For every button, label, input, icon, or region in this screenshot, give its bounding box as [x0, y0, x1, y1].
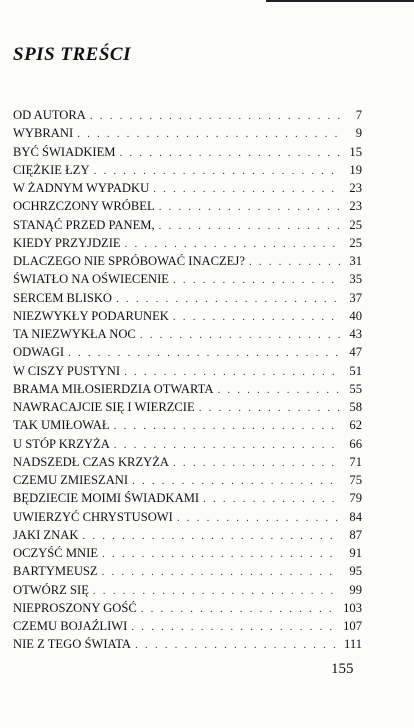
toc-entry-page: 25: [349, 235, 362, 250]
dot-leader: [199, 399, 340, 417]
dot-leader: [94, 162, 340, 180]
toc-entry-title: UWIERZYĆ CHRYSTUSOWI: [13, 509, 173, 524]
toc-entry-page: 47: [349, 345, 362, 360]
toc-entry: [13, 252, 362, 270]
dot-leader: [173, 308, 340, 326]
dot-leader: [173, 454, 340, 472]
dot-leader: [124, 363, 340, 381]
dot-leader: [249, 253, 340, 271]
toc-entry-page: 66: [349, 436, 362, 451]
toc-entry: [13, 508, 362, 526]
toc-entry-title: ODWAGI: [13, 345, 65, 360]
toc-entry: [13, 307, 362, 325]
toc-entry: [13, 197, 362, 215]
toc-entry-page: 7: [355, 108, 362, 122]
dot-leader: [68, 344, 340, 362]
toc-entry-page: 43: [349, 327, 362, 341]
dot-leader: [177, 509, 340, 527]
dot-leader: [93, 582, 340, 600]
toc-entry-page: 35: [349, 272, 362, 287]
dot-leader: [159, 217, 340, 235]
toc-entry: [13, 562, 362, 580]
toc-entry-page: 79: [349, 491, 362, 506]
toc-entry-title: OD AUTORA: [13, 108, 86, 122]
dot-leader: [203, 490, 340, 508]
dot-leader: [114, 436, 340, 454]
toc-entry-page: 58: [349, 400, 362, 414]
toc-entry: [13, 143, 362, 161]
top-edge-rule: [266, 0, 414, 2]
toc-entry-title: BYĆ ŚWIADKIEM: [13, 144, 116, 159]
toc-entry-page: 15: [349, 144, 362, 159]
toc-entry: [13, 179, 362, 197]
toc-entry-title: NIEPROSZONY GOŚĆ: [13, 600, 137, 615]
toc-entry-page: 9: [355, 126, 362, 141]
toc-entry-title: NAWRACAJCIE SIĘ I WIERZCIE: [13, 400, 195, 414]
toc-entry-page: 99: [349, 582, 362, 597]
toc-entry: [13, 489, 362, 507]
toc-entry: [13, 362, 362, 380]
dot-leader: [90, 107, 340, 125]
toc-entry-title: TA NIEZWYKŁA NOC: [13, 327, 136, 341]
toc-entry-title: WYBRANI: [13, 126, 74, 141]
toc-entry: [13, 343, 362, 361]
toc-entry-page: 75: [349, 473, 362, 487]
page-number: 155: [331, 661, 354, 677]
toc-entry-title: BRAMA MIŁOSIERDZIA OTWARTA: [13, 381, 214, 396]
dot-leader: [116, 290, 340, 308]
toc-entry: [13, 526, 362, 544]
toc-entry-page: 31: [349, 254, 362, 268]
toc-entry-title: BARTYMEUSZ: [13, 564, 98, 579]
toc-entry-title: DLACZEGO NIE SPRÓBOWAĆ INACZEJ?: [13, 254, 245, 268]
dot-leader: [153, 180, 340, 198]
toc-entry-title: OCHRZCZONY WRÓBEL: [13, 199, 155, 214]
toc-entry-page: 71: [349, 454, 362, 469]
toc-entry-title: SERCEM BLISKO: [13, 290, 113, 305]
toc-entry-page: 84: [349, 509, 362, 524]
toc-entry-page: 40: [349, 308, 362, 323]
toc-entry: [13, 416, 362, 434]
toc-entry-title: CIĘŻKIE ŁZY: [13, 162, 90, 177]
dot-leader: [131, 618, 339, 636]
toc-entry-page: 87: [349, 527, 362, 542]
toc-entry-page: 107: [343, 619, 362, 633]
dot-leader: [114, 417, 340, 435]
dot-leader: [173, 271, 340, 289]
toc-entry-title: STANĄĆ PRZED PANEM,: [13, 217, 155, 232]
toc-entry: [13, 161, 362, 179]
dot-leader: [102, 545, 340, 563]
toc-entry: [13, 289, 362, 307]
toc-entry-title: TAK UMIŁOWAŁ: [13, 418, 110, 433]
toc-entry: [13, 124, 362, 142]
toc-entry: [13, 617, 362, 635]
toc-entry-title: OCZYŚĆ MNIE: [13, 546, 99, 560]
dot-leader: [141, 600, 339, 618]
toc-entry-page: 51: [349, 363, 362, 378]
dot-leader: [132, 472, 340, 490]
toc-entry-page: 23: [349, 199, 362, 214]
toc-entry-title: CZEMU BOJAŹLIWI: [13, 619, 128, 633]
dot-leader: [102, 563, 340, 581]
toc-entry-page: 23: [349, 181, 362, 195]
toc-entry-page: 37: [349, 290, 362, 305]
toc-entry-page: 19: [349, 162, 362, 177]
toc-entry-page: 95: [349, 564, 362, 579]
toc-entry-title: ŚWIATŁO NA OŚWIECENIE: [13, 272, 170, 287]
toc-entry-title: JAKI ZNAK: [13, 527, 79, 542]
toc-entry-page: 55: [349, 381, 362, 396]
page-heading: SPIS TREŚCI: [13, 44, 131, 65]
toc-entry-title: KIEDY PRZYJDZIE: [13, 235, 121, 250]
toc-entry-title: NADSZEDŁ CZAS KRZYŻA: [13, 454, 170, 469]
dot-leader: [217, 381, 340, 399]
toc-entry-title: NIEZWYKŁY PODARUNEK: [13, 308, 169, 323]
toc-entry: [13, 435, 362, 453]
toc-entry-page: 91: [349, 546, 362, 560]
toc-entry: [13, 325, 362, 343]
toc-entry-title: W ŻADNYM WYPADKU: [13, 181, 150, 195]
toc-entry-title: W CISZY PUSTYNI: [13, 363, 121, 378]
dot-leader: [77, 125, 340, 143]
toc-entry-page: 111: [344, 637, 362, 652]
toc-entry-page: 62: [349, 418, 362, 433]
toc-entry-page: 25: [349, 217, 362, 232]
toc-entry: [13, 471, 362, 489]
toc-entry: [13, 216, 362, 234]
toc-entry: [13, 599, 362, 617]
toc-entry: [13, 453, 362, 471]
toc-entry: [13, 581, 362, 599]
toc-entry: [13, 270, 362, 288]
dot-leader: [82, 527, 340, 545]
table-of-contents: [13, 106, 362, 654]
toc-entry: [13, 544, 362, 562]
toc-entry-title: BĘDZIECIE MOIMI ŚWIADKAMI: [13, 491, 200, 506]
dot-leader: [159, 198, 340, 216]
dot-leader: [140, 326, 340, 344]
dot-leader: [120, 144, 341, 162]
toc-entry-title: NIE Z TEGO ŚWIATA: [13, 637, 132, 652]
dot-leader: [135, 636, 340, 654]
toc-entry-page: 103: [343, 600, 362, 615]
toc-entry: [13, 234, 362, 252]
toc-entry-title: CZEMU ZMIESZANI: [13, 473, 129, 487]
toc-entry: [13, 380, 362, 398]
toc-entry: [13, 106, 362, 124]
toc-entry-title: OTWÓRZ SIĘ: [13, 582, 89, 597]
toc-entry-title: U STÓP KRZYŻA: [13, 436, 110, 451]
toc-entry: [13, 635, 362, 653]
toc-entry: [13, 398, 362, 416]
dot-leader: [125, 235, 340, 253]
